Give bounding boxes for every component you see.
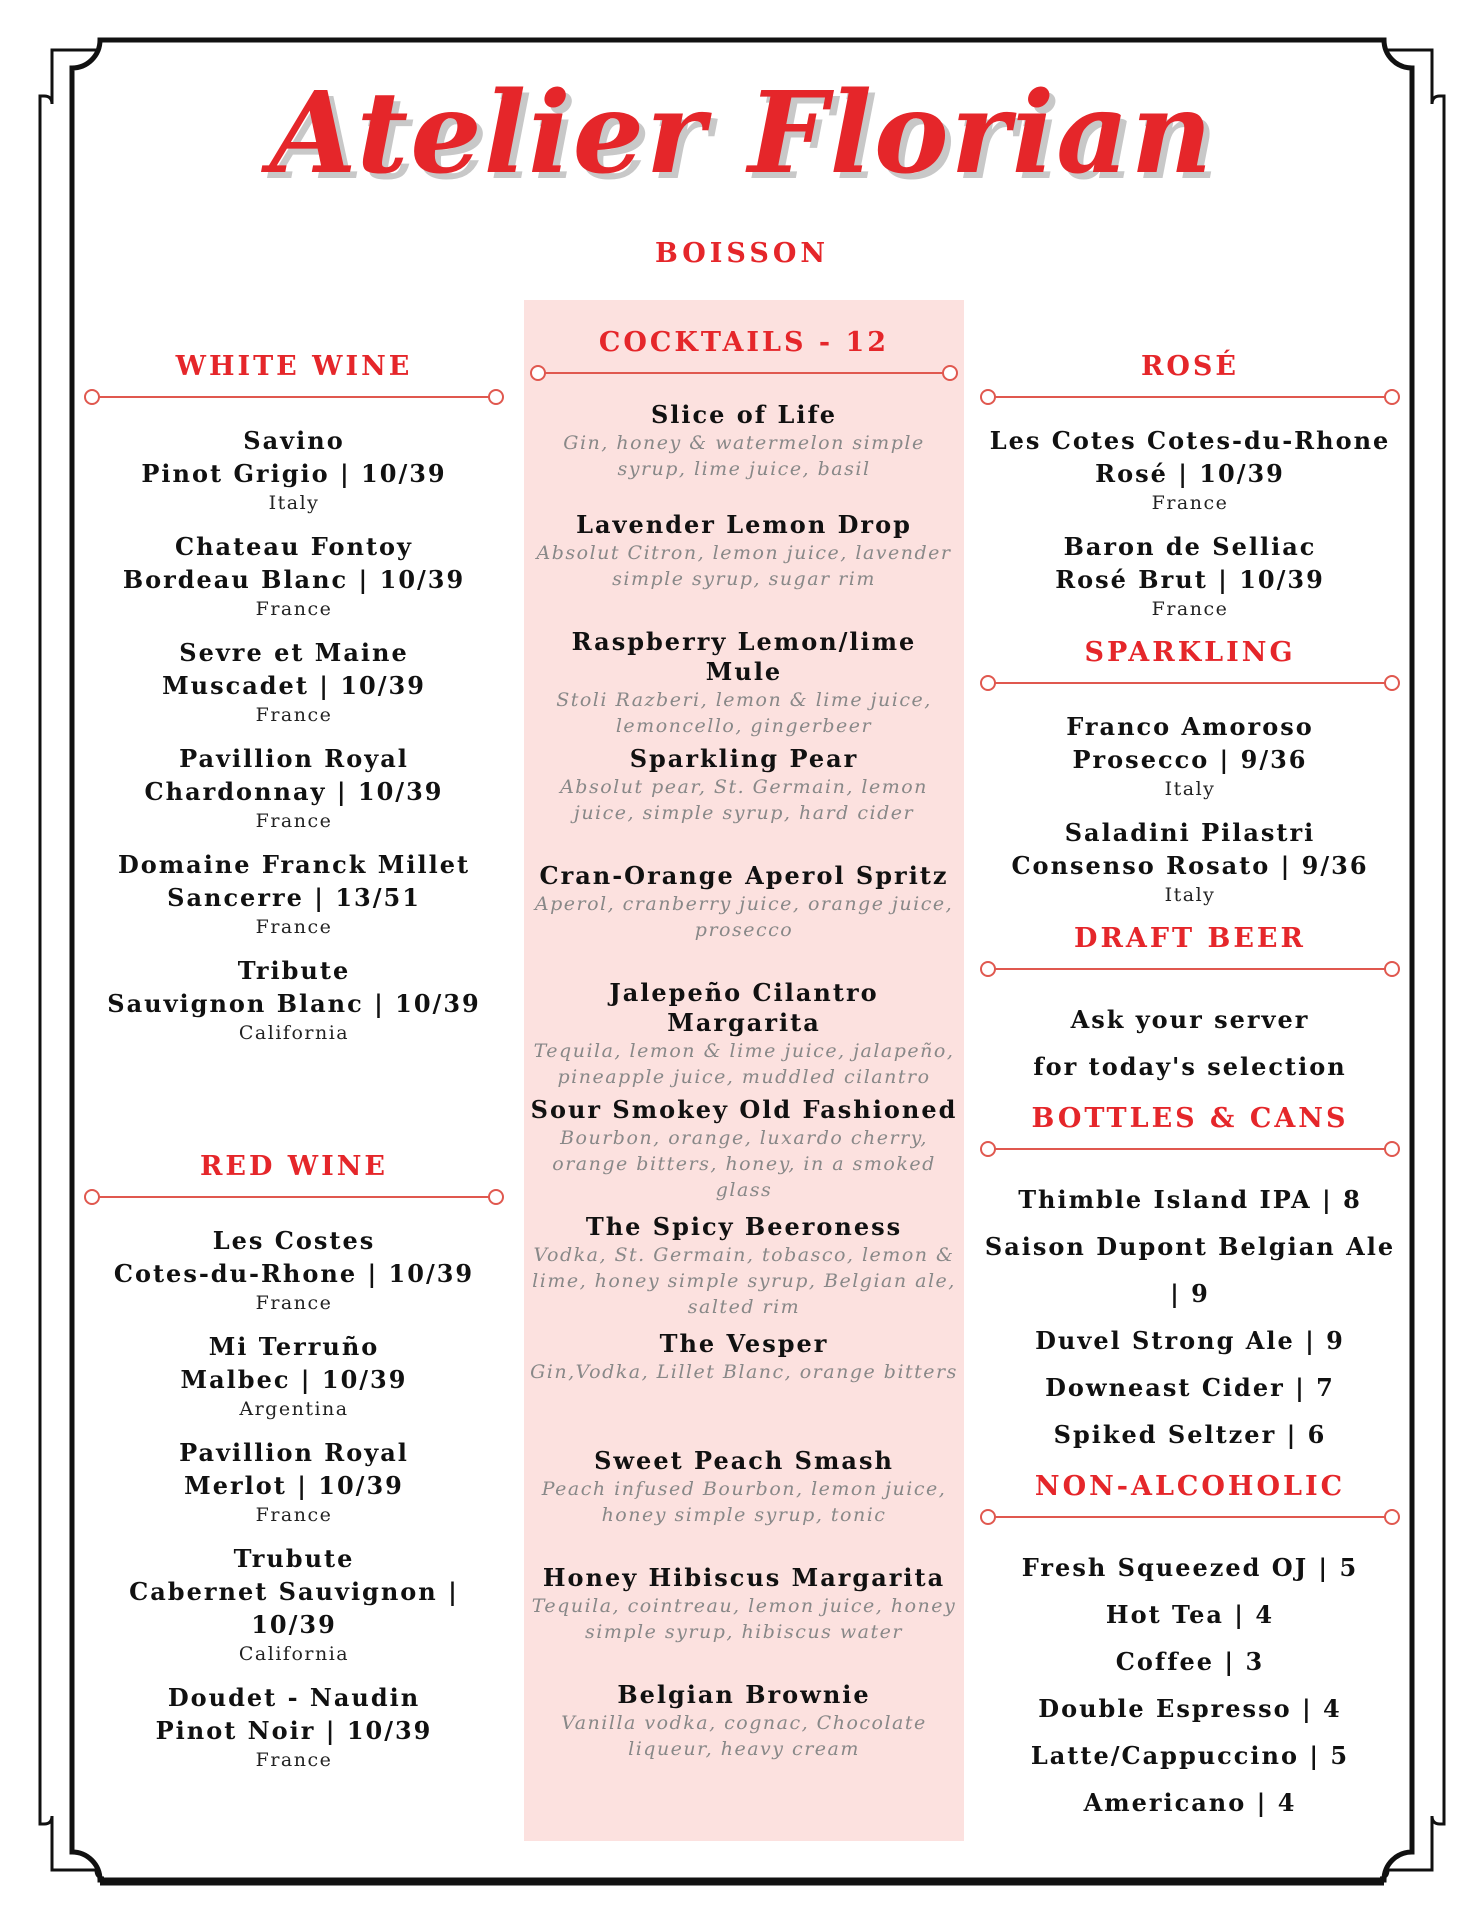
wine-producer: Domaine Franck Millet bbox=[117, 850, 471, 879]
cocktail-item bbox=[530, 1212, 958, 1329]
wine-item bbox=[84, 1681, 504, 1773]
wine-item bbox=[84, 742, 504, 834]
left-column-red bbox=[84, 1150, 504, 1787]
wine-varietal-price: Pinot Grigio | 10/39 bbox=[141, 459, 447, 488]
section-title-cocktails: COCKTAILS - 12 bbox=[598, 327, 890, 358]
wine-producer: Baron de Selliac bbox=[1063, 532, 1317, 561]
wine-producer: Chateau Fontoy bbox=[174, 532, 414, 561]
wine-producer: Les Costes bbox=[212, 1226, 376, 1255]
non-alcoholic-item: Hot Tea | 4 bbox=[1105, 1600, 1275, 1629]
cocktail-item bbox=[530, 1329, 958, 1446]
cocktail-name: The Spicy Beeroness bbox=[585, 1212, 903, 1241]
cocktail-item bbox=[530, 510, 958, 627]
wine-producer: Les Cotes Cotes-du-Rhone bbox=[989, 426, 1391, 455]
wine-varietal-price: Muscadet | 10/39 bbox=[162, 671, 426, 700]
section-title-bottles-cans: BOTTLES & CANS bbox=[1031, 1103, 1349, 1134]
cocktail-name: Raspberry Lemon/lime Mule bbox=[571, 627, 917, 686]
cocktail-description: Stoli Razberi, lemon & lime juice, lemoncello, gingerbeer bbox=[556, 689, 932, 737]
cocktail-name: Jalepeño Cilantro Margarita bbox=[609, 978, 879, 1037]
cocktail-name: Sour Smokey Old Fashioned bbox=[530, 1095, 958, 1124]
wine-varietal-price: Rosé | 10/39 bbox=[1095, 459, 1285, 488]
cocktail-item bbox=[530, 627, 958, 744]
wine-producer: Savino bbox=[243, 426, 345, 455]
cocktail-item bbox=[530, 1680, 958, 1797]
cocktail-item bbox=[530, 744, 958, 861]
wine-producer: Pavillion Royal bbox=[179, 1438, 409, 1467]
cocktail-description: Absolut pear, St. Germain, lemon juice, simple syrup, hard cider bbox=[560, 776, 928, 824]
wine-varietal-price: Sancerre | 13/51 bbox=[167, 883, 421, 912]
non-alcoholic-item: Fresh Squeezed OJ | 5 bbox=[1021, 1553, 1359, 1582]
wine-origin: Italy bbox=[268, 492, 320, 514]
beer-item: Duvel Strong Ale | 9 bbox=[1035, 1326, 1345, 1355]
section-divider bbox=[84, 1188, 504, 1206]
sparkling-list bbox=[980, 710, 1400, 908]
wine-item bbox=[84, 1330, 504, 1422]
cocktail-name: Lavender Lemon Drop bbox=[576, 510, 912, 539]
wine-producer: Tribute bbox=[237, 956, 351, 985]
wine-origin: France bbox=[255, 1292, 333, 1314]
cocktail-description: Tequila, lemon & lime juice, jalapeño, pineapple juice, muddled cilantro bbox=[533, 1040, 955, 1088]
section-divider bbox=[530, 364, 958, 382]
wine-origin: California bbox=[238, 1643, 350, 1665]
wine-item bbox=[980, 530, 1400, 622]
wine-item bbox=[84, 954, 504, 1046]
wine-origin: France bbox=[255, 1504, 333, 1526]
cocktail-name: Sweet Peach Smash bbox=[594, 1446, 894, 1475]
wine-varietal-price: Malbec | 10/39 bbox=[180, 1365, 408, 1394]
wine-item bbox=[84, 636, 504, 728]
wine-origin: France bbox=[255, 1749, 333, 1771]
wine-item bbox=[84, 424, 504, 516]
wine-varietal-price: Bordeau Blanc | 10/39 bbox=[122, 565, 466, 594]
cocktail-item bbox=[530, 400, 958, 510]
wine-varietal-price: Pinot Noir | 10/39 bbox=[155, 1716, 433, 1745]
wine-item bbox=[980, 816, 1400, 908]
cocktail-name: The Vesper bbox=[659, 1329, 829, 1358]
cocktail-description: Aperol, cranberry juice, orange juice, prosecco bbox=[534, 893, 954, 941]
section-divider bbox=[980, 1140, 1400, 1158]
wine-producer: Mi Terruño bbox=[208, 1332, 380, 1361]
cocktail-item bbox=[530, 1563, 958, 1680]
wine-item bbox=[84, 848, 504, 940]
draft-beer-line: Ask your server bbox=[1070, 1005, 1310, 1034]
section-divider bbox=[980, 960, 1400, 978]
menu-section-title: BOISSON bbox=[654, 238, 830, 269]
section-title-draft-beer: DRAFT BEER bbox=[1074, 923, 1306, 954]
section-title-sparkling: SPARKLING bbox=[1084, 637, 1296, 668]
wine-producer: Sevre et Maine bbox=[179, 638, 409, 667]
wine-varietal-price: Cotes-du-Rhone | 10/39 bbox=[113, 1259, 475, 1288]
cocktail-item bbox=[530, 978, 958, 1095]
white-wine-list bbox=[84, 424, 504, 1046]
non-alcoholic-item: Americano | 4 bbox=[1083, 1788, 1297, 1817]
cocktail-description: Bourbon, orange, luxardo cherry, orange bitters, honey, in a smoked glass bbox=[552, 1127, 936, 1201]
wine-producer: Doudet - Naudin bbox=[167, 1683, 421, 1712]
wine-varietal-price: Chardonnay | 10/39 bbox=[144, 777, 444, 806]
beer-item: Saison Dupont Belgian Ale | 9 bbox=[984, 1232, 1396, 1308]
section-title-rose: ROSÉ bbox=[1140, 351, 1240, 382]
restaurant-name: Atelier Florian bbox=[269, 68, 1215, 199]
cocktail-item bbox=[530, 861, 958, 978]
cocktails-column bbox=[530, 326, 958, 1797]
wine-origin: California bbox=[238, 1022, 350, 1044]
cocktail-description: Vanilla vodka, cognac, Chocolate liqueur, heavy cream bbox=[561, 1712, 927, 1760]
wine-item bbox=[84, 1436, 504, 1528]
cocktail-description: Tequila, cointreau, lemon juice, honey simple syrup, hibiscus water bbox=[531, 1595, 957, 1643]
wine-origin: France bbox=[255, 704, 333, 726]
wine-varietal-price: Prosecco | 9/36 bbox=[1072, 745, 1308, 774]
wine-item bbox=[84, 530, 504, 622]
cocktail-description: Absolut Citron, lemon juice, lavender simple syrup, sugar rim bbox=[536, 542, 952, 590]
beer-item: Downeast Cider | 7 bbox=[1045, 1373, 1335, 1402]
cocktail-name: Honey Hibiscus Margarita bbox=[542, 1563, 946, 1592]
section-title-red-wine: RED WINE bbox=[199, 1151, 389, 1182]
wine-producer: Trubute bbox=[233, 1544, 355, 1573]
section-divider bbox=[980, 1508, 1400, 1526]
cocktail-item bbox=[530, 1446, 958, 1563]
wine-varietal-price: Cabernet Sauvignon | 10/39 bbox=[129, 1577, 459, 1639]
wine-varietal-price: Merlot | 10/39 bbox=[184, 1471, 404, 1500]
cocktail-name: Slice of Life bbox=[650, 400, 838, 429]
cocktail-item bbox=[530, 1095, 958, 1212]
wine-item bbox=[980, 710, 1400, 802]
cocktail-description: Vodka, St. Germain, tobasco, lemon & lime, honey simple syrup, Belgian ale, salted rim bbox=[532, 1244, 956, 1318]
wine-origin: Italy bbox=[1164, 884, 1216, 906]
cocktail-description: Gin,Vodka, Lillet Blanc, orange bitters bbox=[530, 1361, 958, 1383]
non-alcoholic-item: Double Espresso | 4 bbox=[1038, 1694, 1342, 1723]
cocktail-name: Belgian Brownie bbox=[617, 1680, 871, 1709]
wine-origin: Argentina bbox=[239, 1398, 349, 1420]
draft-beer-line: for today's selection bbox=[1033, 1052, 1347, 1081]
wine-varietal-price: Sauvignon Blanc | 10/39 bbox=[107, 989, 481, 1018]
red-wine-list bbox=[84, 1224, 504, 1773]
non-alcoholic-item: Latte/Cappuccino | 5 bbox=[1030, 1741, 1350, 1770]
beer-item: Thimble Island IPA | 8 bbox=[1018, 1185, 1362, 1214]
non-alcoholic-list bbox=[980, 1544, 1400, 1826]
wine-producer: Saladini Pilastri bbox=[1064, 818, 1316, 847]
wine-varietal-price: Consenso Rosato | 9/36 bbox=[1011, 851, 1369, 880]
right-column bbox=[980, 350, 1400, 1826]
beer-item: Spiked Seltzer | 6 bbox=[1053, 1420, 1327, 1449]
wine-varietal-price: Rosé Brut | 10/39 bbox=[1055, 565, 1325, 594]
section-title-non-alcoholic: NON-ALCOHOLIC bbox=[1034, 1471, 1346, 1502]
cocktail-description: Peach infused Bourbon, lemon juice, honey simple syrup, tonic bbox=[541, 1478, 947, 1526]
wine-item bbox=[84, 1542, 504, 1667]
cocktail-name: Cran-Orange Aperol Spritz bbox=[539, 861, 949, 890]
non-alcoholic-item: Coffee | 3 bbox=[1115, 1647, 1265, 1676]
left-column bbox=[84, 350, 504, 1060]
wine-producer: Franco Amoroso bbox=[1066, 712, 1314, 741]
cocktail-list bbox=[530, 400, 958, 1797]
wine-item bbox=[84, 1224, 504, 1316]
wine-origin: France bbox=[1151, 598, 1229, 620]
wine-origin: Italy bbox=[1164, 778, 1216, 800]
section-divider bbox=[84, 388, 504, 406]
section-divider bbox=[980, 674, 1400, 692]
wine-origin: France bbox=[255, 598, 333, 620]
wine-producer: Pavillion Royal bbox=[179, 744, 409, 773]
wine-item bbox=[980, 424, 1400, 516]
wine-origin: France bbox=[1151, 492, 1229, 514]
section-divider bbox=[980, 388, 1400, 406]
section-title-white-wine: WHITE WINE bbox=[175, 351, 413, 382]
bottles-cans-list bbox=[980, 1176, 1400, 1458]
wine-origin: France bbox=[255, 916, 333, 938]
rose-list bbox=[980, 424, 1400, 622]
wine-origin: France bbox=[255, 810, 333, 832]
cocktail-description: Gin, honey & watermelon simple syrup, lime juice, basil bbox=[563, 432, 925, 480]
cocktail-name: Sparkling Pear bbox=[629, 744, 859, 773]
